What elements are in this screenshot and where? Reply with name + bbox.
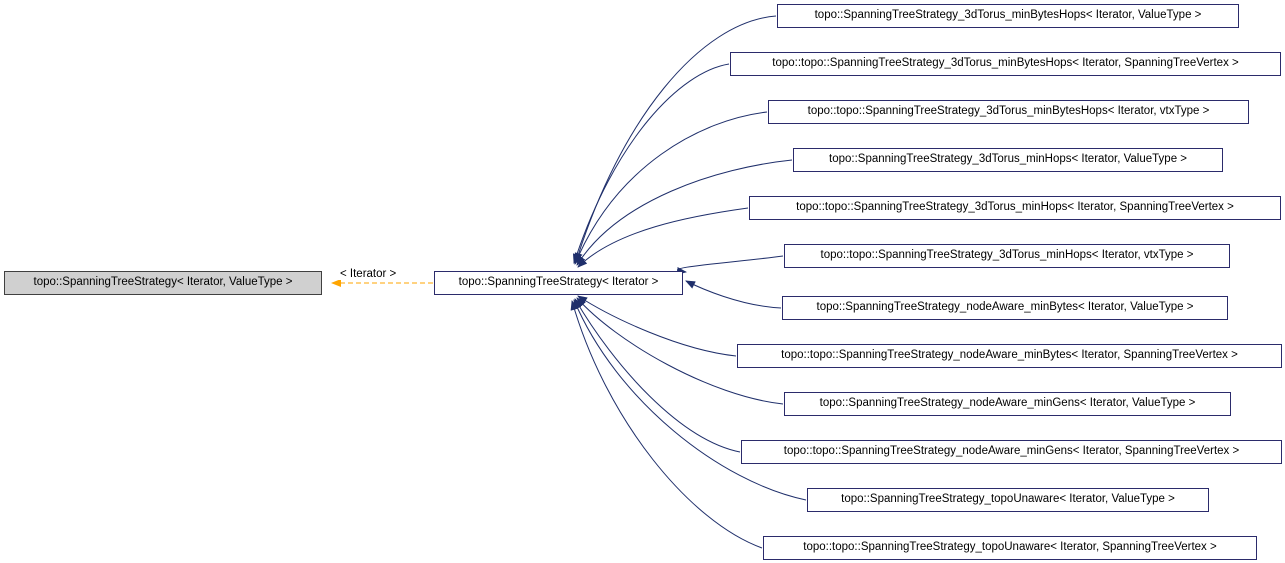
node-derived-class[interactable]: [782, 296, 1228, 320]
node-label: topo::topo::SpanningTreeStrategy_nodeAware_minBytes< Iterator, SpanningTreeVertex >: [781, 349, 1238, 362]
node-root-class[interactable]: [4, 271, 322, 295]
node-label: topo::SpanningTreeStrategy< Iterator, ValueType >: [33, 276, 293, 289]
node-label: topo::topo::SpanningTreeStrategy_3dTorus_minHops< Iterator, SpanningTreeVertex >: [796, 201, 1234, 214]
node-label: topo::SpanningTreeStrategy_3dTorus_minBytesHops< Iterator, ValueType >: [814, 9, 1202, 22]
node-derived-class[interactable]: [741, 440, 1282, 464]
node-label: topo::topo::SpanningTreeStrategy_3dTorus_minHops< Iterator, vtxType >: [820, 249, 1194, 262]
node-label: topo::topo::SpanningTreeStrategy_3dTorus_minBytesHops< Iterator, vtxType >: [807, 105, 1210, 118]
node-derived-class[interactable]: [784, 392, 1231, 416]
node-label: topo::topo::SpanningTreeStrategy_3dTorus_minBytesHops< Iterator, SpanningTreeVertex >: [772, 57, 1239, 70]
node-derived-class[interactable]: [807, 488, 1209, 512]
node-label: topo::SpanningTreeStrategy_3dTorus_minHops< Iterator, ValueType >: [829, 153, 1187, 166]
node-derived-class[interactable]: [763, 536, 1257, 560]
node-label: topo::SpanningTreeStrategy_nodeAware_minBytes< Iterator, ValueType >: [816, 301, 1194, 314]
node-label: topo::SpanningTreeStrategy_topoUnaware< Iterator, ValueType >: [841, 493, 1175, 506]
node-derived-class[interactable]: [793, 148, 1223, 172]
node-derived-class[interactable]: [777, 4, 1239, 28]
node-label: topo::topo::SpanningTreeStrategy_nodeAware_minGens< Iterator, SpanningTreeVertex >: [783, 445, 1240, 458]
node-derived-class[interactable]: [749, 196, 1281, 220]
node-label: topo::SpanningTreeStrategy_nodeAware_minGens< Iterator, ValueType >: [819, 397, 1196, 410]
node-base-class[interactable]: [434, 271, 683, 295]
node-label: topo::SpanningTreeStrategy< Iterator >: [458, 276, 659, 289]
node-derived-class[interactable]: [730, 52, 1281, 76]
node-derived-class[interactable]: [737, 344, 1282, 368]
node-label: topo::topo::SpanningTreeStrategy_topoUnaware< Iterator, SpanningTreeVertex >: [803, 541, 1217, 554]
node-derived-class[interactable]: [784, 244, 1230, 268]
node-derived-class[interactable]: [768, 100, 1249, 124]
template-edge-label: < Iterator >: [340, 268, 397, 280]
